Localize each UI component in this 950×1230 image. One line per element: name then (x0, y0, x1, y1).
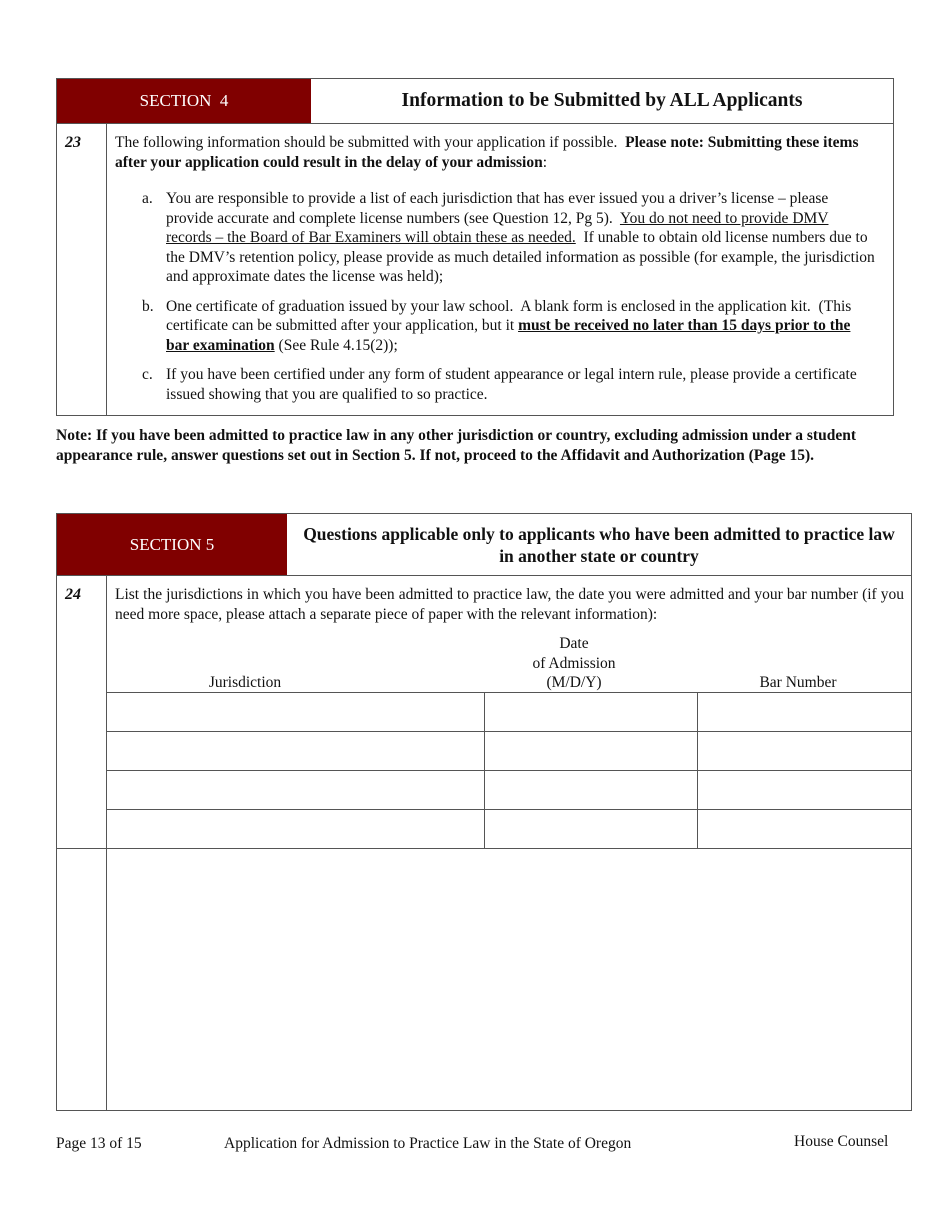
section5-instruction-note: Note: If you have been admitted to practice law in any other jurisdiction or country, excluding admission under a student appearance rule, answer questions set out in Section 5. If not, proceed to the Affidavit and Authorization (Page 15). (56, 427, 856, 464)
date-field-row-4[interactable] (485, 810, 697, 848)
question-23-body (115, 133, 888, 414)
section4-header-divider (56, 123, 894, 124)
date-field-row-3[interactable] (485, 771, 697, 809)
bar-number-field-row-4[interactable] (698, 810, 911, 848)
bar-number-field-row-2[interactable] (698, 732, 911, 770)
footer-applicant-category: House Counsel (794, 1133, 889, 1150)
blank-answer-area[interactable] (107, 849, 911, 1110)
jurisdiction-field-row-3[interactable] (107, 771, 484, 809)
footer-document-title: Application for Admission to Practice Law in the State of Oregon (224, 1135, 632, 1152)
section5-label: SECTION 5 (57, 514, 287, 575)
bar-number-field-row-1[interactable] (698, 693, 911, 731)
section4-title: Information to be Submitted by ALL Applicants (401, 90, 803, 111)
jurisdiction-field-row-2[interactable] (107, 732, 484, 770)
question-24-text: List the jurisdictions in which you have been admitted to practice law, the date you were admitted and your bar number (if you need more space, please attach a separate piece of paper with the relevant information): (115, 586, 904, 623)
list-item-b: b. One certificate of graduation issued by your law school. A blank form is enclosed in the application kit. (This certificate can be submitted after your application, but it must be received no later than 15 days prior to the bar examination (See Rule 4.15(2)); (142, 297, 856, 354)
section4-number-column-divider (106, 123, 107, 416)
column-header-bar-number: Bar Number (759, 674, 837, 691)
column-header-jurisdiction: Jurisdiction (208, 674, 282, 691)
question-23-number: 23 (65, 134, 81, 151)
bar-number-field-row-3[interactable] (698, 771, 911, 809)
list-item-a: a. You are responsible to provide a list of each jurisdiction that has ever issued you a driver’s license – please provide accurate and complete license numbers (see Question 12, Pg 5). You do not need to provide DMV records – the Board of Bar Examiners will obtain these as needed. If unable to obtain old license numbers due to the DMV’s retention policy, please provide as much detailed information as possible (for example, the jurisdiction and approximate dates the license was held); (142, 190, 879, 285)
question-24-number: 24 (65, 586, 81, 603)
section5-header-divider (56, 575, 912, 576)
jurisdiction-field-row-1[interactable] (107, 693, 484, 731)
section4-label: SECTION 4 (57, 79, 311, 123)
list-item-c: c. If you have been certified under any form of student appearance or legal intern rule, please provide a certificate issued showing that you are qualified to so practice. (142, 366, 857, 403)
jurisdiction-field-row-4[interactable] (107, 810, 484, 848)
question-23-intro: The following information should be submitted with your application if possible. Please note: Submitting these items after your application could result in the delay of your admission: (115, 134, 859, 171)
question-23-item-list (142, 189, 877, 404)
footer-page-number: Page 13 of 15 (56, 1135, 142, 1152)
date-field-row-2[interactable] (485, 732, 697, 770)
section5-title: Questions applicable only to applicants who have been admitted to practice law in another state or country (303, 523, 895, 566)
date-field-row-1[interactable] (485, 693, 697, 731)
column-header-date-of-admission: Date of Admission (M/D/Y) (532, 635, 616, 691)
